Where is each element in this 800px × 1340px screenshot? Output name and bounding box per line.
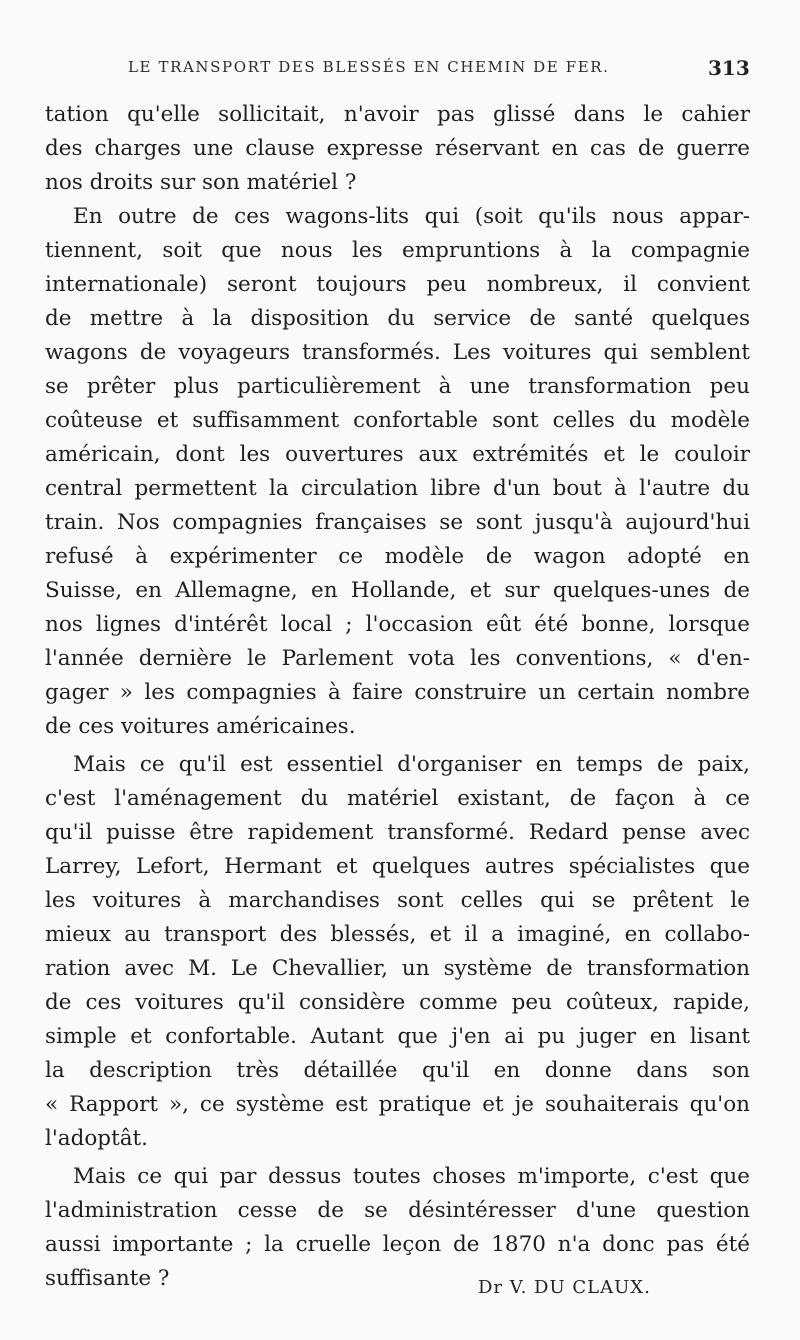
text-line: refusé à expérimenter ce modèle de wagon adopté en — [45, 544, 750, 569]
text-line: wagons de voyageurs transformés. Les voitures qui semblent — [45, 340, 750, 365]
text-line: l'année dernière le Parlement vota les conventions, « d'en- — [45, 646, 750, 671]
text-line: suffisante ? — [45, 1266, 170, 1291]
text-line: Suisse, en Allemagne, en Hollande, et sur quelques-unes de — [45, 578, 750, 603]
text-line: gager » les compagnies à faire construire un certain nombre — [45, 680, 750, 705]
text-line: se prêter plus particulièrement à une transformation peu — [45, 374, 750, 399]
text-line: « Rapport », ce système est pratique et je souhaiterais qu'on — [45, 1092, 750, 1117]
running-head: LE TRANSPORT DES BLESSÉS EN CHEMIN DE FER. — [128, 58, 610, 76]
text-line: de ces voitures qu'il considère comme peu coûteux, rapide, — [45, 990, 750, 1015]
text-line: Mais ce qui par dessus toutes choses m'importe, c'est que — [73, 1164, 750, 1189]
paragraph-4 — [45, 1160, 750, 1296]
text-line: Mais ce qu'il est essentiel d'organiser en temps de paix, — [73, 752, 750, 777]
text-line: Larrey, Lefort, Hermant et quelques autres spécialistes que — [45, 854, 750, 879]
text-line: internationale) seront toujours peu nombreux, il convient — [45, 272, 750, 297]
text-line: la description très détaillée qu'il en donne dans son — [45, 1058, 750, 1083]
paragraph-1 — [45, 98, 750, 200]
text-line: l'adoptât. — [45, 1126, 149, 1151]
text-line: des charges une clause expresse réservant en cas de guerre — [45, 136, 750, 161]
text-line: mieux au transport des blessés, et il a imaginé, en collabo- — [45, 922, 750, 947]
text-line: coûteuse et suffisamment confortable sont celles du modèle — [45, 408, 750, 433]
page-number: 313 — [708, 56, 750, 80]
text-line: les voitures à marchandises sont celles qui se prêtent le — [45, 888, 750, 913]
text-line: nos droits sur son matériel ? — [45, 170, 357, 195]
text-line: ration avec M. Le Chevallier, un système de transformation — [45, 956, 750, 981]
text-line: simple et confortable. Autant que j'en ai pu juger en lisant — [45, 1024, 750, 1049]
author-signature: Dr V. DU CLAUX. — [478, 1277, 651, 1298]
text-line: train. Nos compagnies françaises se sont jusqu'à aujourd'hui — [45, 510, 750, 535]
text-line: central permettent la circulation libre d'un bout à l'autre du — [45, 476, 750, 501]
paragraph-3 — [45, 748, 750, 1156]
text-line: américain, dont les ouvertures aux extrémités et le couloir — [45, 442, 750, 467]
text-line: de ces voitures américaines. — [45, 714, 356, 739]
body-text — [45, 98, 750, 1296]
text-line: qu'il puisse être rapidement transformé. Redard pense avec — [45, 820, 750, 845]
text-line: aussi importante ; la cruelle leçon de 1870 n'a donc pas été — [45, 1232, 750, 1257]
text-line: de mettre à la disposition du service de santé quelques — [45, 306, 750, 331]
text-line: c'est l'aménagement du matériel existant, de façon à ce — [45, 786, 750, 811]
text-line: l'administration cesse de se désintéresser d'une question — [45, 1198, 750, 1223]
text-line: tation qu'elle sollicitait, n'avoir pas glissé dans le cahier — [45, 102, 750, 127]
paragraph-2 — [45, 200, 750, 744]
text-line: En outre de ces wagons-lits qui (soit qu'ils nous appar- — [73, 204, 750, 229]
text-line: tiennent, soit que nous les empruntions à la compagnie — [45, 238, 750, 263]
text-line: nos lignes d'intérêt local ; l'occasion eût été bonne, lorsque — [45, 612, 750, 637]
